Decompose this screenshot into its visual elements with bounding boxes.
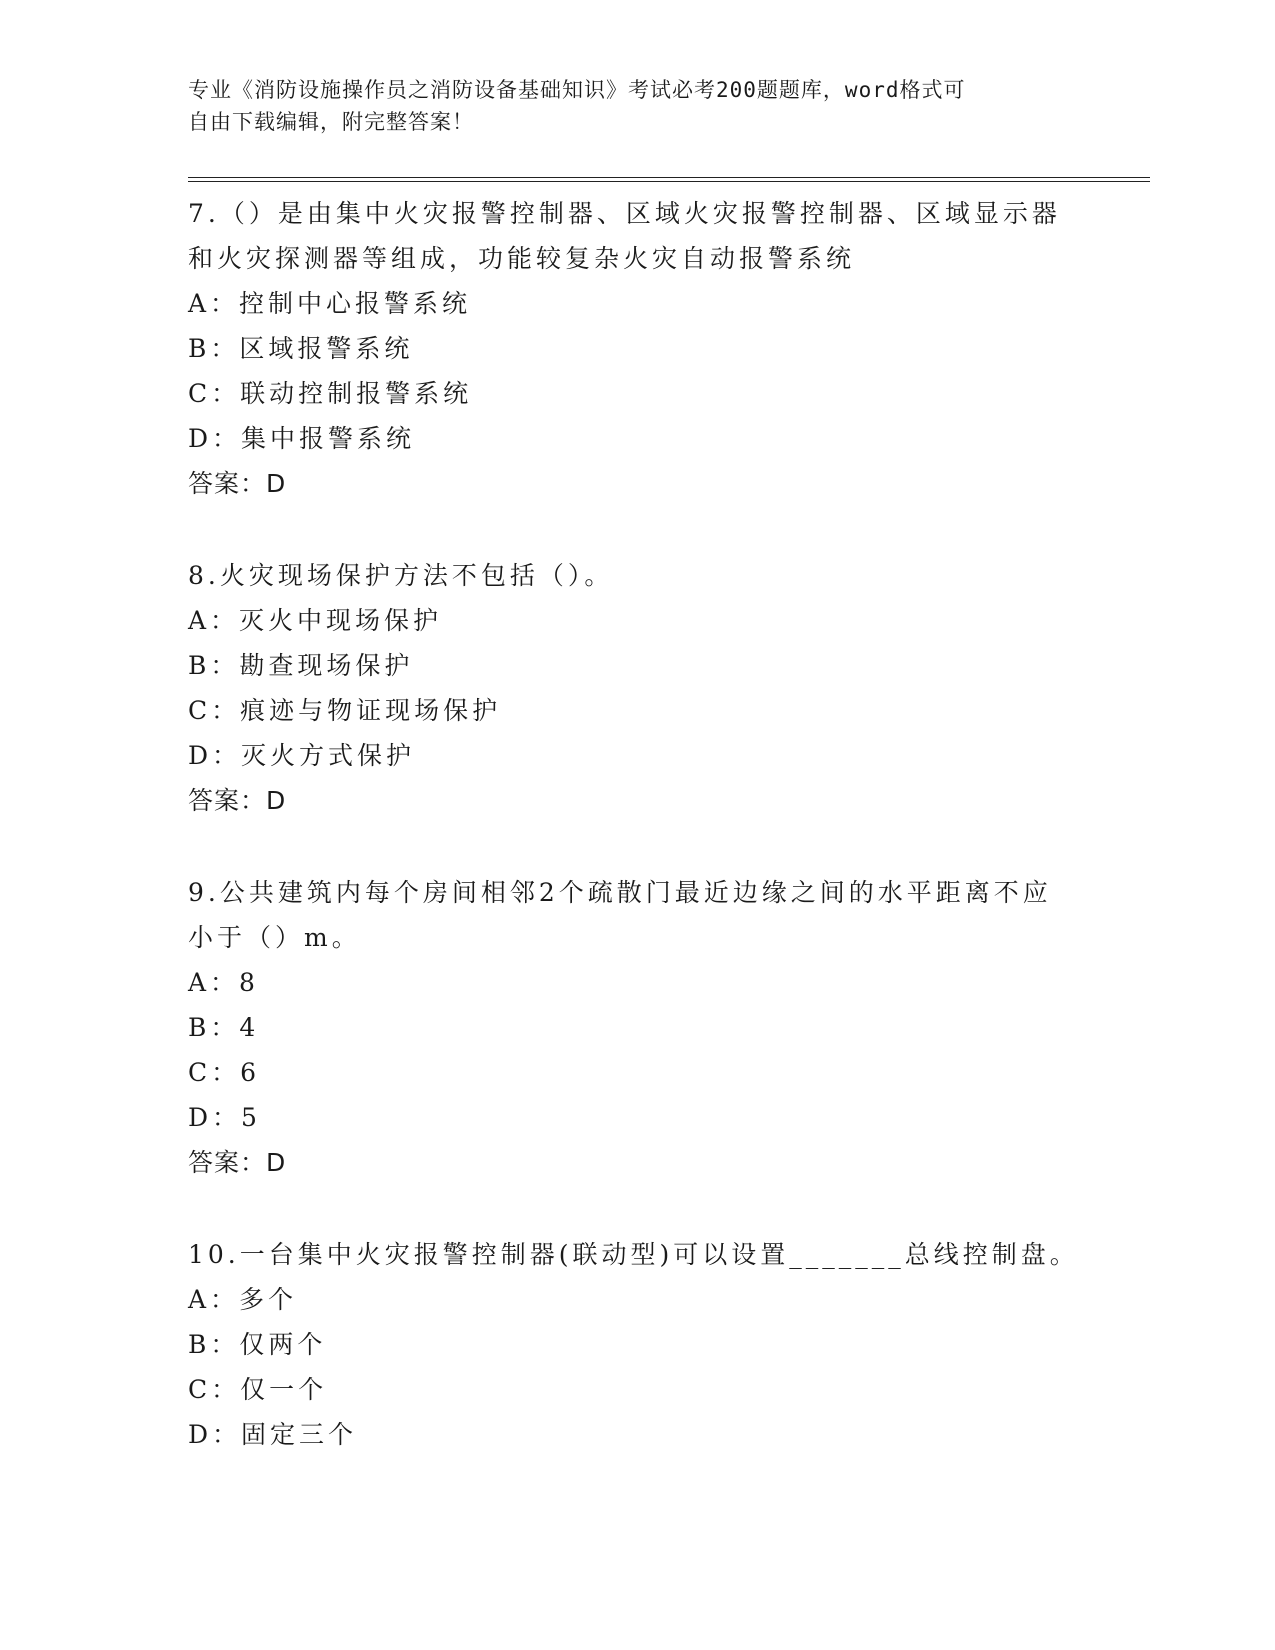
option-a: A：多个 [188, 1285, 298, 1314]
answer: 答案：D [188, 1148, 287, 1177]
question-text: 10.一台集中火灾报警控制器(联动型)可以设置_______总线控制盘。 [188, 1240, 1079, 1269]
answer: 答案：D [188, 786, 287, 815]
option-d: D：固定三个 [188, 1420, 358, 1449]
question-7 [188, 191, 1088, 506]
option-c: C：6 [188, 1058, 261, 1087]
option-c: C：联动控制报警系统 [188, 379, 473, 408]
question-list [188, 191, 1088, 1457]
question-8 [188, 553, 1088, 823]
header-divider-top [188, 177, 1150, 178]
option-a: A：控制中心报警系统 [188, 289, 472, 318]
answer: 答案：D [188, 469, 287, 498]
option-d: D：集中报警系统 [188, 424, 416, 453]
header-divider-bottom [188, 181, 1150, 182]
question-text: 9.公共建筑内每个房间相邻2个疏散门最近边缘之间的水平距离不应 [188, 878, 1052, 907]
question-text: 7.（）是由集中火灾报警控制器、区域火灾报警控制器、区域显示器 [188, 199, 1061, 228]
option-b: B：4 [188, 1013, 260, 1042]
question-9 [188, 870, 1088, 1185]
option-c: C：仅一个 [188, 1375, 328, 1404]
option-c: C：痕迹与物证现场保护 [188, 696, 502, 725]
question-text: 小于（）m。 [188, 923, 361, 952]
header-line-2: 自由下载编辑，附完整答案！ [188, 110, 474, 134]
question-text: 和火灾探测器等组成，功能较复杂火灾自动报警系统 [188, 244, 856, 273]
option-b: B：仅两个 [188, 1330, 327, 1359]
option-a: A：8 [188, 968, 259, 997]
option-d: D：灭火方式保护 [188, 741, 416, 770]
question-text: 8.火灾现场保护方法不包括（）。 [188, 561, 614, 590]
option-b: B：区域报警系统 [188, 334, 414, 363]
header-line-1: 专业《消防设施操作员之消防设备基础知识》考试必考200题题库，word格式可 [188, 78, 966, 102]
option-d: D：5 [188, 1103, 261, 1132]
option-a: A：灭火中现场保护 [188, 606, 443, 635]
option-b: B：勘查现场保护 [188, 651, 414, 680]
question-10 [188, 1232, 1088, 1457]
document-header [188, 74, 1068, 138]
